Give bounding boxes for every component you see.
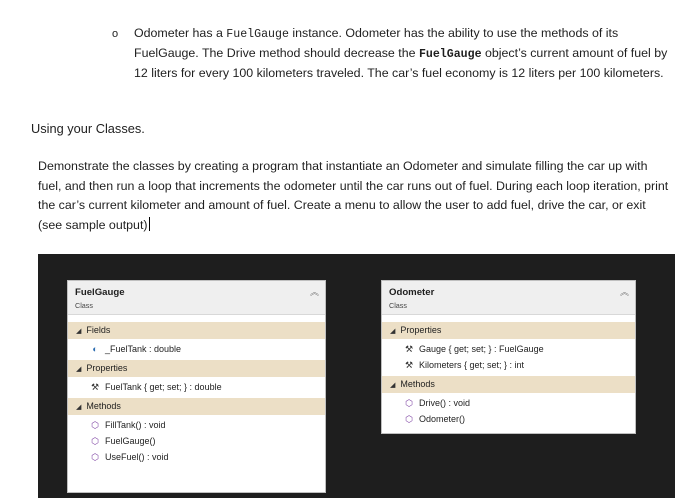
- property-item[interactable]: [382, 341, 635, 357]
- expand-triangle-icon: ◢: [76, 366, 82, 373]
- odometer-class-kind: Class: [389, 301, 407, 310]
- property-item[interactable]: [382, 357, 635, 373]
- odometer-class-name: Odometer: [389, 287, 435, 298]
- method-cube-icon: ⬡: [405, 398, 413, 408]
- method-cube-icon: ⬡: [91, 420, 99, 430]
- properties-section[interactable]: [382, 322, 635, 339]
- methods-label: Methods: [86, 401, 121, 411]
- expand-triangle-icon: ◢: [390, 382, 396, 389]
- bullet-text: [134, 24, 672, 84]
- text-cursor: [149, 217, 150, 231]
- expand-triangle-icon: ◢: [76, 328, 82, 335]
- fuelgauge-class-kind: Class: [75, 301, 93, 310]
- methods-section[interactable]: [68, 398, 325, 415]
- bullet-text-1: Odometer has a: [134, 26, 227, 40]
- fuelgauge-header: [68, 281, 325, 315]
- methods-label: Methods: [400, 379, 435, 389]
- method-label: Odometer(): [419, 414, 466, 424]
- method-label: FuelGauge(): [105, 436, 156, 446]
- property-label: Gauge { get; set; } : FuelGauge: [419, 344, 544, 354]
- method-item[interactable]: [382, 395, 635, 411]
- method-cube-icon: ⬡: [405, 414, 413, 424]
- method-label: UseFuel() : void: [105, 452, 169, 462]
- collapse-chevron-icon[interactable]: ︽: [309, 287, 319, 297]
- method-item[interactable]: [382, 411, 635, 427]
- method-label: Drive() : void: [419, 398, 471, 408]
- instructions-paragraph: [38, 157, 670, 235]
- odometer-header: [382, 281, 635, 315]
- property-item[interactable]: [68, 379, 325, 395]
- fields-label: Fields: [86, 325, 111, 335]
- bullet-marker: o: [112, 28, 119, 40]
- method-cube-icon: ⬡: [91, 436, 99, 446]
- wrench-icon: ⚒: [404, 344, 414, 354]
- bullet-text-3: object’s current amount of fuel by 12 liters for every 100 kilometers traveled. The car’s fuel economy is 12 liters per 100 kilometers.: [134, 46, 668, 81]
- code-fuelgauge-bold: FuelGauge: [418, 48, 482, 62]
- method-item[interactable]: [68, 449, 325, 465]
- properties-label: Properties: [400, 325, 442, 335]
- methods-section[interactable]: [382, 376, 635, 393]
- collapse-chevron-icon[interactable]: ︽: [619, 287, 629, 297]
- class-diagram: [38, 254, 675, 498]
- method-item[interactable]: [68, 433, 325, 449]
- wrench-icon: ⚒: [90, 382, 100, 392]
- property-label: FuelTank { get; set; } : double: [105, 382, 222, 392]
- fuelgauge-class-name: FuelGauge: [75, 287, 125, 298]
- properties-label: Properties: [86, 363, 128, 373]
- bullet-item: [112, 24, 672, 84]
- bullet-text-2: instance. Odometer has the ability to use the methods of its FuelGauge. The Drive method should decrease the: [134, 26, 619, 61]
- paragraph-text: Demonstrate the classes by creating a program that instantiate an Odometer and simulate filling the car up with fuel, and then run a loop that increments the odometer until the car runs out of fuel. During each loop iteration, print the car’s current kilometer and amount of fuel. Create a menu to allow the user to add fuel, drive the car, or exit (see sample output): [38, 159, 669, 232]
- wrench-icon: ⚒: [404, 360, 414, 370]
- fields-section[interactable]: [68, 322, 325, 339]
- field-icon: ◐: [92, 344, 98, 354]
- method-item[interactable]: [68, 417, 325, 433]
- property-label: Kilometers { get; set; } : int: [419, 360, 525, 370]
- expand-triangle-icon: ◢: [76, 404, 82, 411]
- expand-triangle-icon: ◢: [390, 328, 396, 335]
- odometer-class-box[interactable]: [381, 280, 636, 434]
- properties-section[interactable]: [68, 360, 325, 377]
- code-fuelgauge: FuelGauge: [226, 28, 289, 41]
- fuelgauge-class-box[interactable]: [67, 280, 326, 493]
- section-heading: Using your Classes.: [31, 121, 145, 136]
- method-cube-icon: ⬡: [91, 452, 99, 462]
- field-item[interactable]: [68, 341, 325, 357]
- method-label: FillTank() : void: [105, 420, 166, 430]
- field-label: _FuelTank : double: [105, 344, 182, 354]
